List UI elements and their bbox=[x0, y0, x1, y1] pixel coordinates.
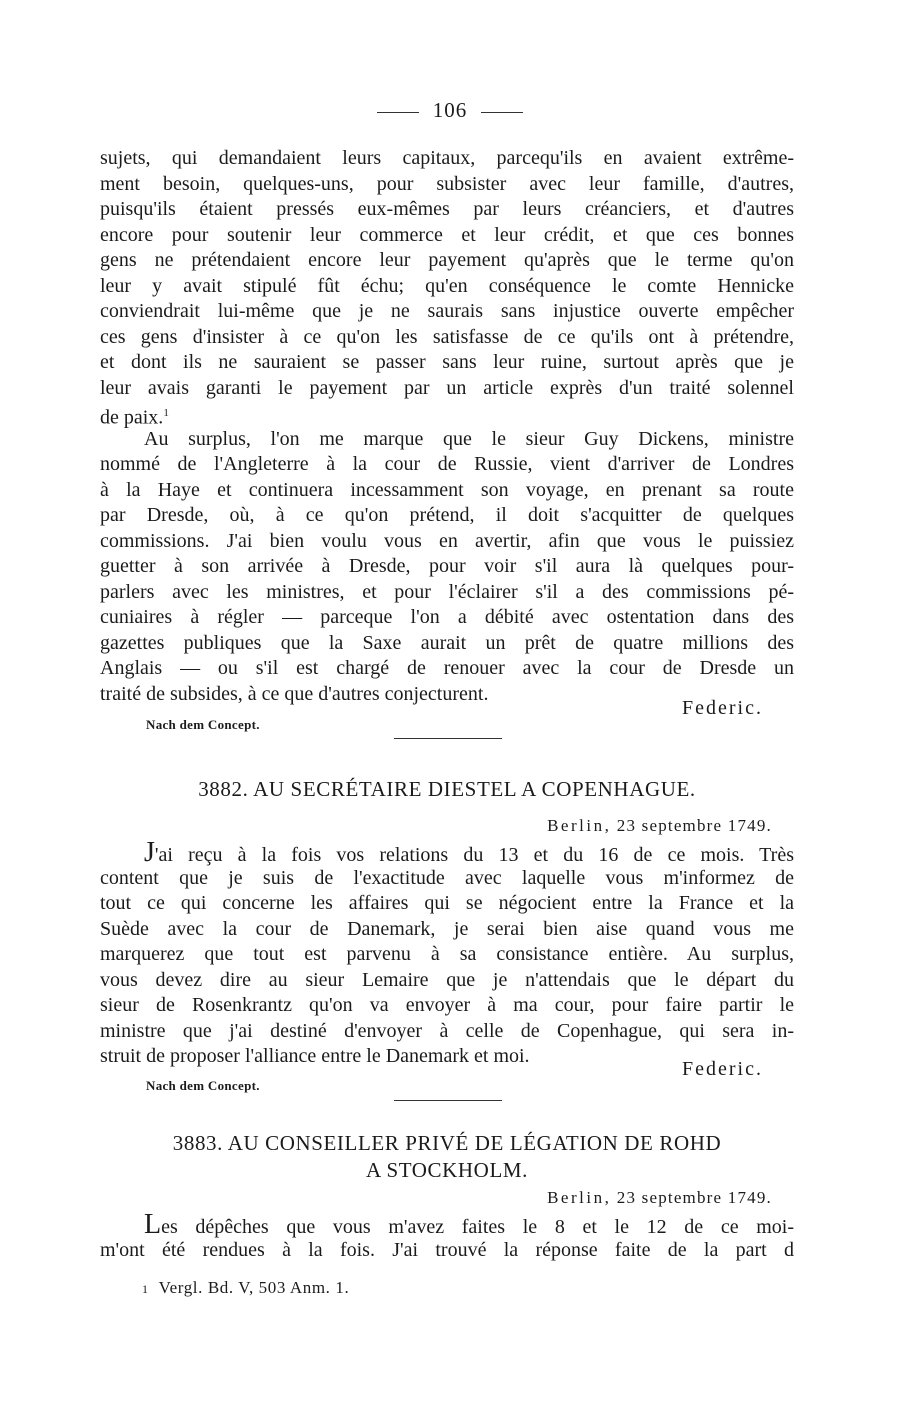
text-line: puisqu'ils étaient pressés eux-mêmes par leurs créanciers, et d'autres bbox=[100, 198, 794, 220]
page-number-dash-right bbox=[481, 112, 523, 113]
text-line: encore pour soutenir leur commerce et leur crédit, et que ces bonnes bbox=[100, 223, 794, 246]
text-line: gazettes publiques que la Saxe aurait un prêt de quatre millions des bbox=[100, 631, 794, 654]
dropcap: J bbox=[144, 837, 155, 868]
text-line: leur avais garanti le payement par un article exprès d'un traité solennel bbox=[100, 376, 794, 399]
letter-dateline bbox=[547, 1188, 772, 1208]
text-line: ministre que j'ai destiné d'envoyer à celle de Copenhague, qui sera in- bbox=[100, 1019, 794, 1042]
text-line: m'ont été rendues à la fois. J'ai trouvé la réponse faite de la part d bbox=[100, 1238, 794, 1261]
text-line: à la Haye et continuera incessamment son voyage, en prenant sa route bbox=[100, 478, 794, 501]
signature: Federic. bbox=[682, 697, 763, 719]
letter-title: AU SECRÉTAIRE DIESTEL A COPENHAGUE. bbox=[253, 777, 696, 801]
text-line bbox=[100, 837, 794, 868]
text-line bbox=[100, 401, 794, 427]
dropcap: L bbox=[144, 1209, 162, 1240]
letter-place: Berlin, bbox=[547, 816, 612, 835]
letter-date: 23 septembre 1749. bbox=[616, 816, 772, 835]
letter-number: 3882. bbox=[198, 777, 249, 801]
continued-letter-text bbox=[100, 146, 794, 707]
text-line: Anglais — ou s'il est chargé de renouer avec la cour de Dresde un bbox=[100, 657, 794, 679]
text-line: cuniaires à régler — parceque l'on a débité avec ostentation dans des bbox=[100, 606, 794, 628]
text-line: et dont ils ne sauraient se passer sans leur ruine, surtout après que je bbox=[100, 351, 794, 373]
source-note: Nach dem Concept. bbox=[146, 717, 260, 732]
text-line: sujets, qui demandaient leurs capitaux, parcequ'ils en avaient extrême- bbox=[100, 147, 794, 169]
text-line: Au surplus, l'on me marque que le sieur Guy Dickens, ministre bbox=[144, 427, 794, 450]
letter-title: AU CONSEILLER PRIVÉ DE LÉGATION DE ROHD bbox=[227, 1131, 722, 1155]
text-line: sieur de Rosenkrantz qu'on va envoyer à ma cour, pour faire partir le bbox=[100, 994, 794, 1016]
signature: Federic. bbox=[682, 1058, 763, 1080]
letter-3882-text bbox=[100, 837, 794, 1070]
letter-3883-text bbox=[100, 1209, 794, 1263]
text-line: struit de proposer l'alliance entre le Danemark et moi. bbox=[100, 1045, 530, 1067]
footnote bbox=[142, 1278, 349, 1298]
footnote-text: Vergl. Bd. V, 503 Anm. 1. bbox=[158, 1278, 350, 1297]
letter-dateline bbox=[547, 816, 772, 836]
text-line: parlers avec les ministres, et pour l'éclairer s'il a des commissions pé- bbox=[100, 580, 794, 603]
page-number-dash-left bbox=[377, 112, 419, 113]
text-line: marquerez que tout est parvenu à sa consistance entière. Au surplus, bbox=[100, 943, 794, 965]
letter-place: Berlin, bbox=[547, 1188, 612, 1207]
footnote-reference[interactable]: 1 bbox=[163, 407, 169, 419]
letter-heading-line: A STOCKHOLM. bbox=[365, 1158, 528, 1182]
source-note: Nach dem Concept. bbox=[146, 1078, 260, 1093]
text-line: content que je suis de l'exactitude avec laquelle vous m'informez de bbox=[100, 866, 794, 889]
page-number-text: 106 bbox=[432, 98, 468, 122]
text-line: ment besoin, quelques-uns, pour subsister avec leur famille, d'autres, bbox=[100, 172, 794, 195]
text-line: tout ce qui concerne les affaires qui se négocient entre la France et la bbox=[100, 892, 794, 914]
page-number bbox=[0, 98, 900, 123]
section-divider bbox=[394, 1100, 502, 1101]
section-divider bbox=[394, 738, 502, 739]
text-line: commissions. J'ai bien voulu vous en avertir, afin que vous le puissiez bbox=[100, 529, 794, 552]
text-line: vous devez dire au sieur Lemaire que je n'attendais que le départ du bbox=[100, 968, 794, 991]
text-line: nommé de l'Angleterre à la cour de Russie, vient d'arriver de Londres bbox=[100, 453, 794, 475]
text-line-rest: es dépêches que vous m'avez faites le 8 et le 12 de ce moi- bbox=[161, 1216, 794, 1238]
text-line: conviendrait lui-même que je ne saurais sans injustice ouverte empêcher bbox=[100, 300, 794, 322]
text-line-end: de paix. bbox=[100, 406, 164, 429]
text-line bbox=[100, 1209, 794, 1240]
text-line: Suède avec la cour de Danemark, je serai bien aise quand vous me bbox=[100, 917, 794, 940]
text-line: guetter à son arrivée à Dresde, pour voir s'il aura là quelques pour- bbox=[100, 555, 794, 577]
text-line: traité de subsides, à ce que d'autres conjecturent. bbox=[100, 682, 489, 705]
letter-number: 3883. bbox=[172, 1131, 223, 1155]
text-line: ces gens d'insister à ce qu'on les satisfasse de ce qu'ils ont à prétendre, bbox=[100, 325, 794, 348]
text-line: par Dresde, où, à ce qu'on prétend, il doit s'acquitter de quelques bbox=[100, 504, 794, 526]
footnote-mark: 1 bbox=[142, 1282, 149, 1296]
text-line-rest: 'ai reçu à la fois vos relations du 13 et du 16 de ce mois. Très bbox=[154, 844, 794, 866]
letter-heading bbox=[100, 776, 794, 803]
letter-heading-line bbox=[100, 1130, 794, 1157]
text-line: gens ne prétendaient encore leur payement qu'après que le terme qu'on bbox=[100, 249, 794, 271]
letter-heading bbox=[100, 1130, 794, 1184]
text-line: leur y avait stipulé fût échu; qu'en conséquence le comte Hennicke bbox=[100, 274, 794, 297]
letter-date: 23 septembre 1749. bbox=[616, 1188, 772, 1207]
